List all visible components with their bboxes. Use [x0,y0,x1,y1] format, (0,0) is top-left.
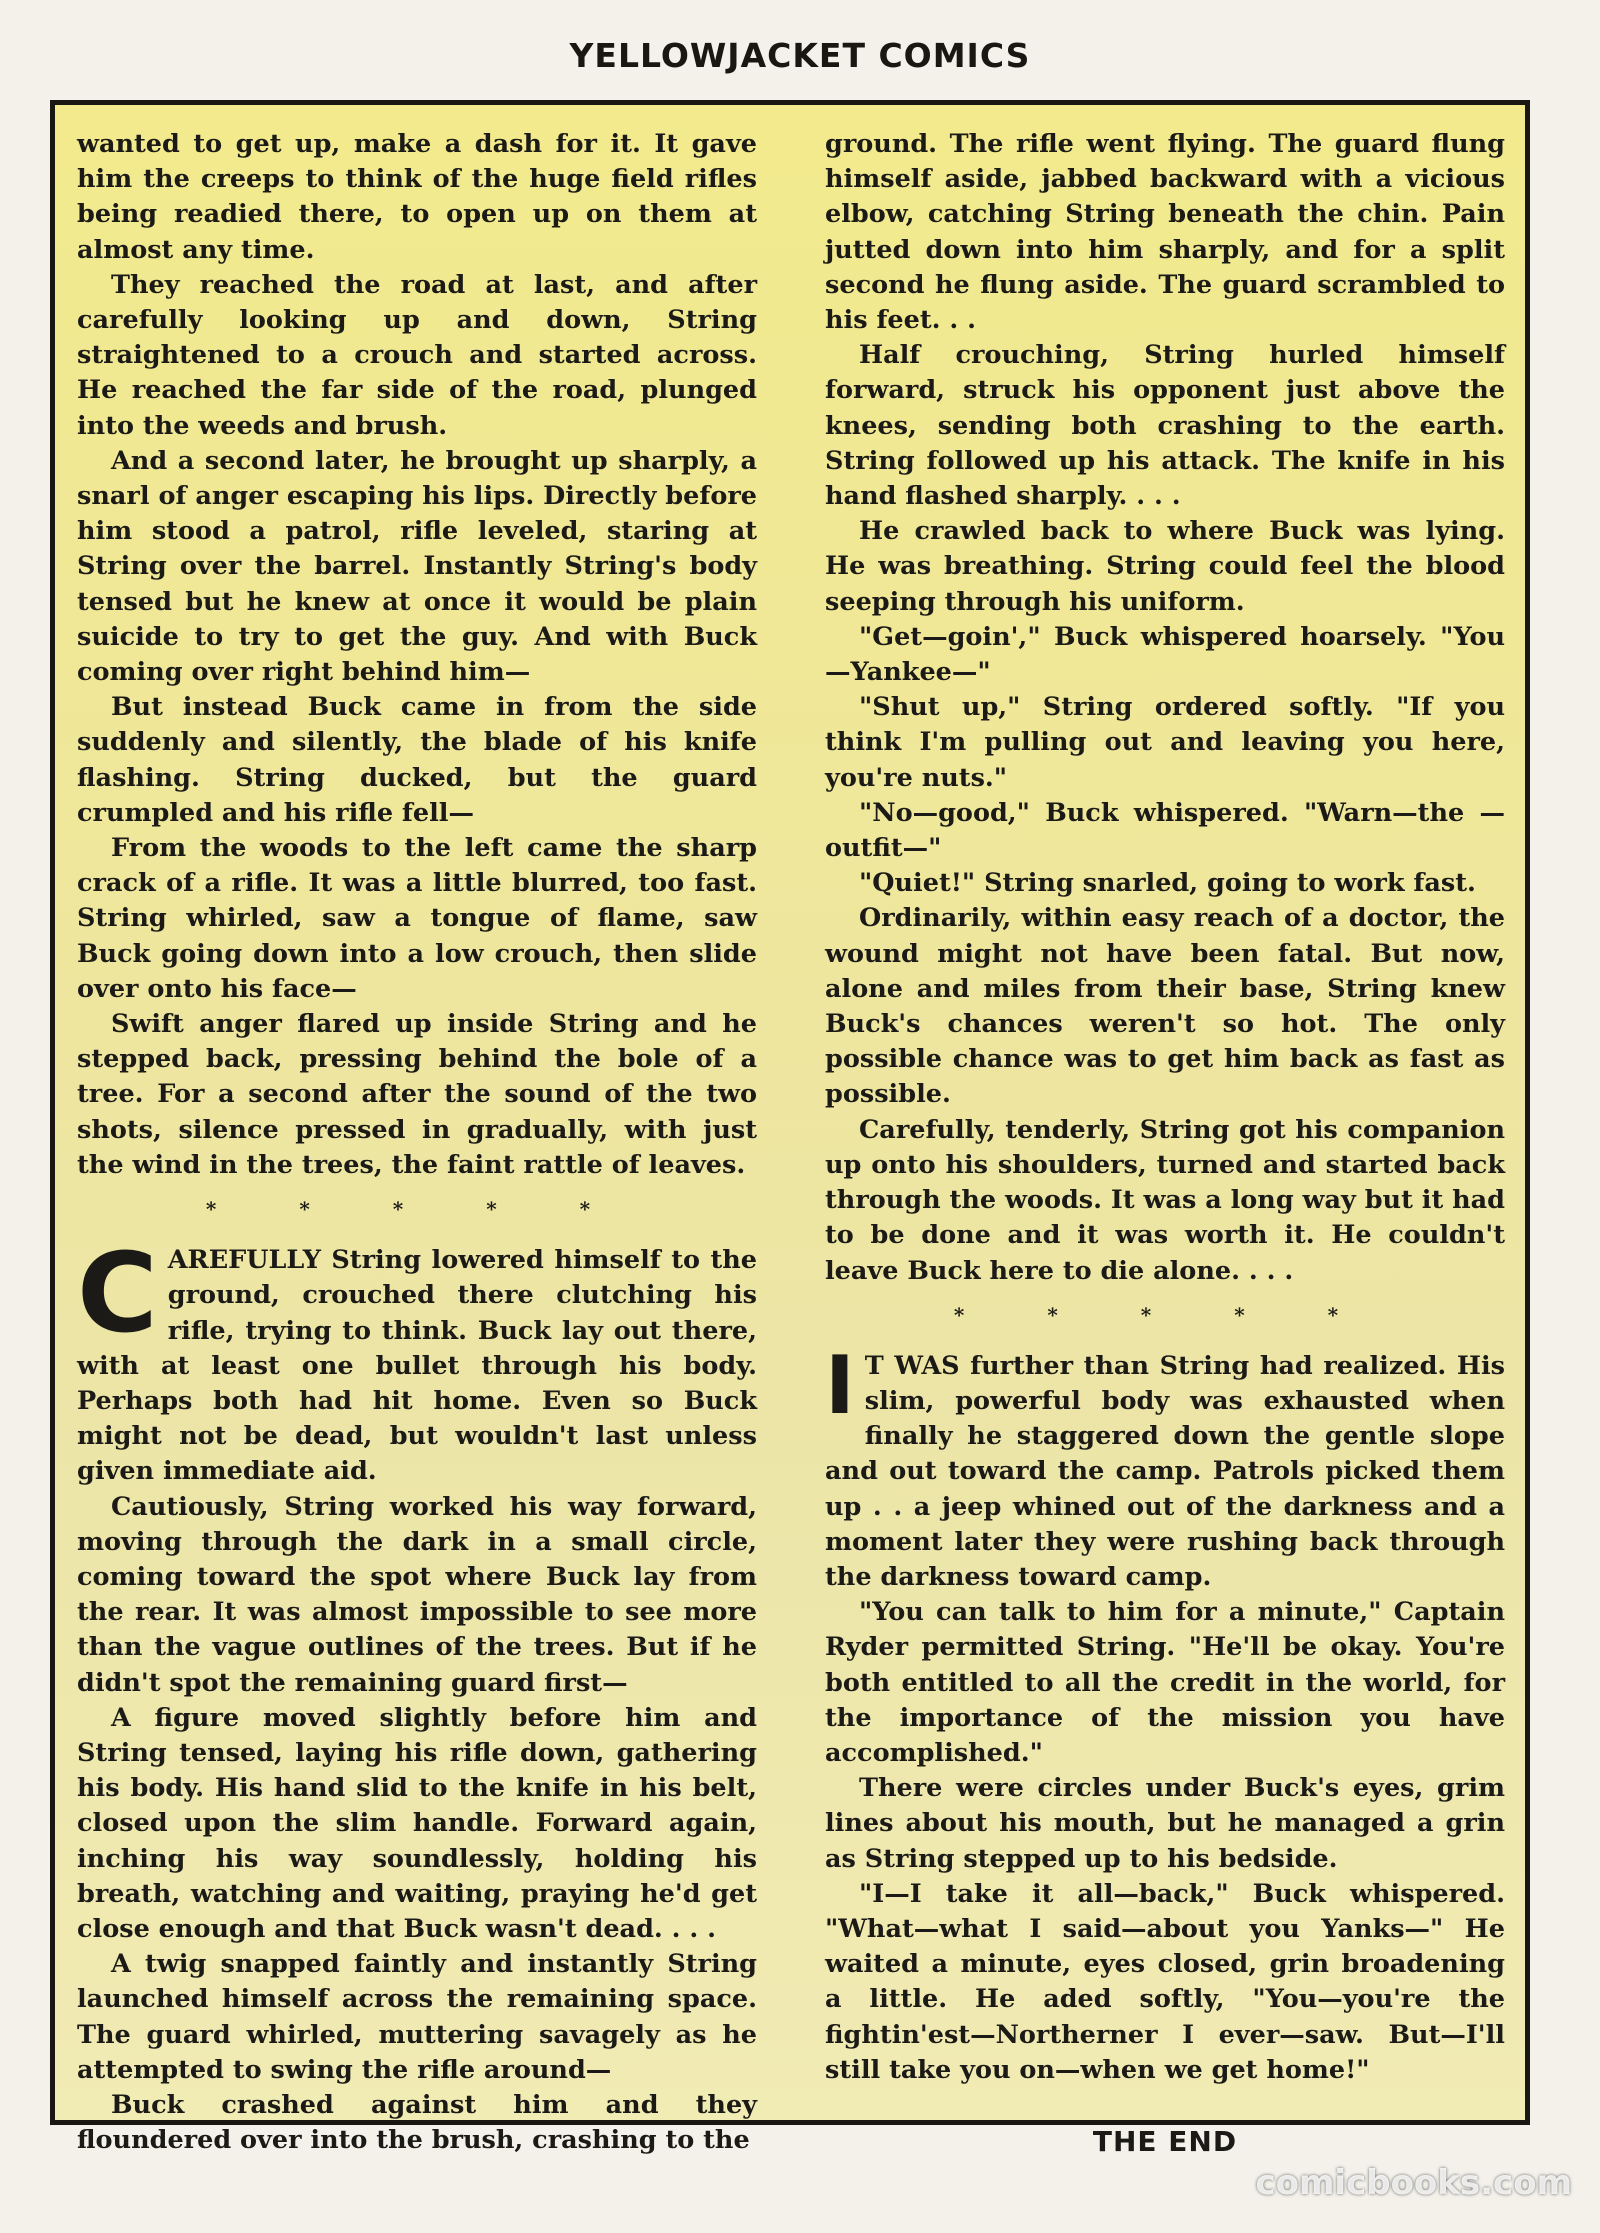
paragraph: Swift anger flared up inside String and he stepped back, pressing behind the bole of a tree. For a second after the sound of the two shots, silence pressed in gradually, with just the wind in the trees, the faint rattle of leaves. [77,1009,757,1180]
the-end-label: THE END [1092,2124,1238,2158]
paragraph: "Get—goin'," Buck whispered hoarsely. "You—Yankee—" [825,621,1505,688]
paragraph: ground. The rifle went flying. The guard flung himself aside, jabbed backward with a vicious elbow, catching String beneath the chin. Pain jutted down into him sharply, and for a split second he flung aside. The guard scrambled to his feet. . . [825,129,1505,336]
paragraph: "No—good," Buck whispered. "Warn—the —outfit—" [825,797,1505,864]
paragraph: There were circles under Buck's eyes, grim lines about his mouth, but he managed a grin as String stepped up to his bedside. [825,1773,1505,1874]
paragraph: But instead Buck came in from the side suddenly and silently, the blade of his knife flashing. String ducked, but the guard crumpled and his rifle fell— [77,692,757,828]
left-column [77,127,757,2158]
section-break: * * * * * [953,1302,1377,1327]
paragraph: "I—I take it all—back," Buck whispered. "What—what I said—about you Yanks—" He waited a minute, eyes closed, grin broadening a little. He aded softly, "You—you're the fightin'est—Northerner I ever—saw. But—I'll still take you on—when we get home!" [825,1878,1505,2085]
paragraph: Cautiously, String worked his way forward, moving through the dark in a small circle, coming toward the spot where Buck lay from the rear. It was almost impossible to see more than the vague outlines of the trees. But if he didn't spot the remaining guard first— [77,1491,757,1698]
paragraph: "Quiet!" String snarled, going to work fast. [859,868,1476,899]
page-header: YELLOWJACKET COMICS [569,36,1031,75]
drop-cap: I [825,1338,855,1432]
right-column [825,127,1505,2159]
paragraph-text: AREFULLY String lowered himself to the ground, crouched there clutching his rifle, trying to think. Buck lay out there, with at least one bullet through his body. Perhaps both had hit home. Even so Buck might not be dead, but wouldn't last unless given immediate aid. [77,1245,757,1487]
paragraph-text: T WAS further than String had realized. His slim, powerful body was exhausted when finally he staggered down the gentle slope and out toward the camp. Patrols picked them up . . a jeep whined out of the darkness and a moment later they were rushing back through the darkness toward camp. [825,1350,1505,1592]
paragraph: "Shut up," String ordered softly. "If you think I'm pulling out and leaving you here, you're nuts." [825,692,1505,793]
paragraph: wanted to get up, make a dash for it. It gave him the creeps to think of the huge field rifles being readied there, to open up on them at almost any time. [77,129,757,265]
paragraph-with-dropcap [825,1338,1505,1595]
paragraph: Half crouching, String hurled himself forward, struck his opponent just above the knees, sending both crashing to the earth. String followed up his attack. The knife in his hand flashed sharply. . . . [825,340,1505,512]
watermark: comicbooks.com [1255,2163,1572,2203]
paragraph: From the woods to the left came the sharp crack of a rifle. It was a little blurred, too fast. String whirled, saw a tongue of flame, saw Buck going down into a low crouch, then slide over onto his face— [77,833,757,1004]
paragraph: Carefully, tenderly, String got his companion up onto his shoulders, turned and started back through the woods. It was a long way but it had to be done and it was worth it. He couldn't leave Buck here to die alone. . . . [825,1114,1505,1286]
paragraph: And a second later, he brought up sharply, a snarl of anger escaping his lips. Directly before him stood a patrol, rifle leveled, staring at String over the barrel. Instantly String's body tensed but he knew at once it would be plain suicide to try to get the guy. And with Buck coming over right behind him— [77,445,757,688]
story-panel [50,100,1530,2158]
paragraph: "You can talk to him for a minute," Captain Ryder permitted String. "He'll be okay. You're both entitled to all the credit in the world, for the importance of the mission you have accomplished." [825,1597,1505,1768]
paragraph: Buck crashed against him and they floundered over into the brush, crashing to the [77,2089,757,2156]
paragraph-with-dropcap [77,1229,757,1489]
paragraph: A figure moved slightly before him and String tensed, laying his rifle down, gathering his body. His hand slid to the knife in his belt, closed upon the slim handle. Forward again, inching his way soundlessly, holding his breath, watching and waiting, praying he'd get close enough and that Buck wasn't dead. . . . [77,1702,757,1944]
section-break: * * * * * [205,1197,629,1222]
paragraph: A twig snapped faintly and instantly String launched himself across the remaining space. The guard whirled, muttering savagely as he attempted to swing the rifle around— [77,1949,757,2085]
paragraph: They reached the road at last, and after carefully looking up and down, String straightened to a crouch and started across. He reached the far side of the road, plunged into the weeds and brush. [77,269,757,441]
paragraph: He crawled back to where Buck was lying. He was breathing. String could feel the blood seeping through his uniform. [825,516,1505,617]
paragraph: Ordinarily, within easy reach of a doctor, the wound might not have been fatal. But now, alone and miles from their base, String knew Buck's chances weren't so hot. The only possible chance was to get him back as fast as possible. [825,903,1505,1110]
drop-cap: C [77,1229,158,1358]
